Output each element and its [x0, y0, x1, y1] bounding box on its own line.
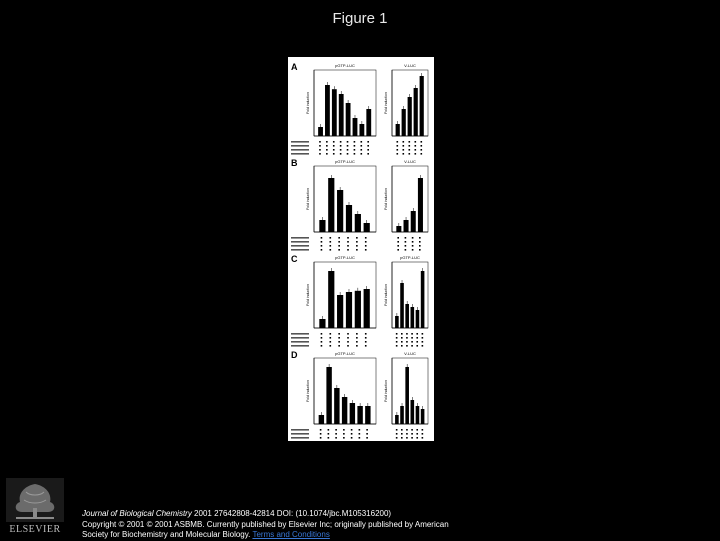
panel-letter: A — [291, 62, 298, 72]
bar — [396, 226, 401, 232]
treatment-mark — [406, 437, 408, 439]
treatment-mark — [405, 245, 407, 247]
treatment-mark — [347, 249, 349, 251]
treatment-mark — [321, 341, 323, 343]
bar — [364, 289, 370, 328]
bar — [326, 367, 331, 424]
bar — [416, 406, 420, 424]
treatment-label — [291, 437, 309, 439]
treatment-mark — [321, 241, 323, 243]
subplot-title: pGTP-LUC — [335, 255, 355, 260]
bar — [405, 304, 409, 328]
bar — [353, 118, 358, 136]
treatment-mark — [422, 333, 424, 335]
y-axis-label: Fold induction — [384, 188, 388, 210]
treatment-mark — [321, 249, 323, 251]
treatment-mark — [422, 345, 424, 347]
treatment-mark — [326, 153, 328, 155]
treatment-mark — [319, 153, 321, 155]
bar — [342, 397, 347, 424]
treatment-mark — [338, 345, 340, 347]
bar — [411, 400, 415, 424]
treatment-mark — [330, 333, 332, 335]
treatment-mark — [326, 145, 328, 147]
treatment-mark — [365, 249, 367, 251]
treatment-label — [291, 433, 309, 435]
treatment-mark — [401, 433, 403, 435]
treatment-mark — [422, 437, 424, 439]
treatment-mark — [403, 149, 405, 151]
treatment-mark — [347, 241, 349, 243]
treatment-mark — [354, 145, 356, 147]
y-axis-label: Fold induction — [384, 380, 388, 402]
treatment-mark — [333, 149, 335, 151]
treatment-mark — [354, 141, 356, 143]
treatment-mark — [396, 437, 398, 439]
bar — [366, 109, 371, 136]
treatment-mark — [421, 145, 423, 147]
treatment-mark — [405, 237, 407, 239]
treatment-mark — [365, 241, 367, 243]
treatment-mark — [419, 249, 421, 251]
bar — [405, 367, 409, 424]
treatment-mark — [343, 437, 345, 439]
treatment-mark — [343, 433, 345, 435]
treatment-mark — [321, 345, 323, 347]
treatment-mark — [396, 337, 398, 339]
treatment-mark — [421, 153, 423, 155]
treatment-mark — [419, 241, 421, 243]
treatment-mark — [415, 145, 417, 147]
treatment-mark — [320, 433, 322, 435]
treatment-mark — [359, 437, 361, 439]
y-axis-label: Fold induction — [384, 92, 388, 114]
panel-letter: D — [291, 350, 298, 360]
treatment-mark — [333, 145, 335, 147]
treatment-mark — [411, 341, 413, 343]
treatment-mark — [319, 141, 321, 143]
figure-image — [288, 57, 434, 441]
treatment-mark — [401, 345, 403, 347]
treatment-mark — [397, 153, 399, 155]
treatment-mark — [415, 141, 417, 143]
bar — [355, 291, 361, 328]
treatment-mark — [356, 341, 358, 343]
treatment-mark — [367, 141, 369, 143]
treatment-mark — [361, 149, 363, 151]
treatment-mark — [330, 249, 332, 251]
bar — [334, 388, 339, 424]
bar — [319, 415, 324, 424]
treatment-mark — [338, 337, 340, 339]
treatment-mark — [406, 341, 408, 343]
bar — [421, 271, 425, 328]
treatment-mark — [365, 337, 367, 339]
bar — [339, 94, 344, 136]
bar — [421, 409, 425, 424]
treatment-label — [291, 341, 309, 343]
treatment-mark — [319, 145, 321, 147]
treatment-mark — [401, 333, 403, 335]
bar — [346, 103, 351, 136]
treatment-mark — [367, 149, 369, 151]
treatment-mark — [409, 145, 411, 147]
treatment-mark — [397, 149, 399, 151]
treatment-mark — [365, 345, 367, 347]
treatment-label — [291, 241, 309, 243]
panel-letter: B — [291, 158, 298, 168]
treatment-mark — [396, 341, 398, 343]
treatment-mark — [356, 337, 358, 339]
bar — [411, 307, 415, 328]
y-axis-label: Fold induction — [306, 284, 310, 306]
subplot-title: pGTP-LUC — [335, 159, 355, 164]
treatment-mark — [340, 141, 342, 143]
treatment-mark — [411, 429, 413, 431]
treatment-mark — [328, 429, 330, 431]
treatment-mark — [416, 341, 418, 343]
treatment-mark — [338, 249, 340, 251]
treatment-mark — [321, 337, 323, 339]
treatment-mark — [361, 141, 363, 143]
treatment-mark — [321, 237, 323, 239]
bar — [328, 178, 334, 232]
treatment-mark — [354, 149, 356, 151]
treatment-mark — [365, 333, 367, 335]
treatment-mark — [367, 153, 369, 155]
bar — [395, 316, 399, 328]
bar — [337, 295, 343, 328]
treatment-mark — [409, 149, 411, 151]
treatment-mark — [319, 149, 321, 151]
treatment-label — [291, 249, 309, 251]
bar — [420, 76, 424, 136]
treatment-mark — [340, 153, 342, 155]
treatment-mark — [330, 245, 332, 247]
treatment-mark — [403, 153, 405, 155]
elsevier-logo — [6, 478, 64, 536]
bar — [328, 271, 334, 328]
treatment-mark — [326, 149, 328, 151]
bar — [414, 88, 418, 136]
treatment-mark — [347, 153, 349, 155]
treatment-label — [291, 149, 309, 151]
y-axis-label: Fold induction — [384, 284, 388, 306]
bar — [402, 109, 406, 136]
subplot-title: V-LUC — [404, 159, 416, 164]
bar — [346, 205, 352, 232]
treatment-mark — [335, 433, 337, 435]
treatment-mark — [396, 345, 398, 347]
treatment-mark — [422, 433, 424, 435]
treatment-mark — [320, 429, 322, 431]
treatment-mark — [396, 333, 398, 335]
treatment-mark — [397, 141, 399, 143]
treatment-mark — [401, 337, 403, 339]
citation-society: Society for Biochemistry and Molecular Biology. — [82, 530, 251, 539]
treatment-mark — [412, 237, 414, 239]
citation-line-2: Copyright © 2001 © 2001 ASBMB. Currently published by Elsevier Inc; originally published by American — [82, 519, 449, 529]
panel-letter: C — [291, 254, 298, 264]
treatment-mark — [421, 149, 423, 151]
terms-and-conditions-link[interactable]: Terms and Conditions — [252, 530, 330, 539]
treatment-mark — [397, 145, 399, 147]
treatment-mark — [330, 337, 332, 339]
treatment-mark — [330, 341, 332, 343]
treatment-mark — [405, 249, 407, 251]
treatment-mark — [409, 141, 411, 143]
treatment-mark — [356, 237, 358, 239]
treatment-mark — [365, 245, 367, 247]
treatment-mark — [397, 241, 399, 243]
treatment-mark — [367, 145, 369, 147]
treatment-label — [291, 245, 309, 247]
bar — [400, 283, 404, 328]
treatment-mark — [338, 341, 340, 343]
treatment-mark — [422, 341, 424, 343]
treatment-mark — [422, 429, 424, 431]
treatment-mark — [356, 241, 358, 243]
treatment-mark — [338, 245, 340, 247]
treatment-mark — [405, 241, 407, 243]
bar — [325, 85, 330, 136]
treatment-mark — [366, 437, 368, 439]
treatment-mark — [397, 237, 399, 239]
bar — [332, 89, 337, 136]
treatment-mark — [351, 433, 353, 435]
treatment-mark — [396, 433, 398, 435]
bar — [319, 220, 325, 232]
treatment-mark — [333, 141, 335, 143]
treatment-mark — [365, 341, 367, 343]
treatment-mark — [330, 241, 332, 243]
treatment-mark — [356, 249, 358, 251]
treatment-mark — [361, 153, 363, 155]
bar — [365, 406, 370, 424]
treatment-mark — [366, 433, 368, 435]
treatment-mark — [333, 153, 335, 155]
bar — [319, 319, 325, 328]
citation-block — [82, 509, 682, 541]
treatment-mark — [335, 437, 337, 439]
treatment-mark — [356, 333, 358, 335]
treatment-mark — [359, 433, 361, 435]
bar — [418, 178, 423, 232]
y-axis-label: Fold induction — [306, 92, 310, 114]
treatment-mark — [416, 337, 418, 339]
treatment-mark — [403, 141, 405, 143]
treatment-mark — [347, 149, 349, 151]
bar — [359, 124, 364, 136]
treatment-mark — [415, 149, 417, 151]
bar — [400, 406, 404, 424]
treatment-label — [291, 141, 309, 143]
treatment-mark — [406, 429, 408, 431]
treatment-mark — [328, 433, 330, 435]
treatment-mark — [347, 141, 349, 143]
bar — [416, 310, 420, 328]
subplot-title: V-LUC — [404, 351, 416, 356]
treatment-mark — [351, 429, 353, 431]
citation-line-1 — [82, 509, 682, 520]
elsevier-wordmark: ELSEVIER — [9, 524, 61, 535]
treatment-mark — [406, 345, 408, 347]
treatment-mark — [347, 341, 349, 343]
treatment-mark — [416, 429, 418, 431]
treatment-label — [291, 337, 309, 339]
treatment-mark — [330, 237, 332, 239]
treatment-mark — [347, 337, 349, 339]
treatment-mark — [338, 241, 340, 243]
treatment-mark — [338, 333, 340, 335]
treatment-mark — [326, 141, 328, 143]
slide-title: Figure 1 — [332, 10, 388, 27]
treatment-mark — [411, 337, 413, 339]
bar — [357, 406, 362, 424]
treatment-mark — [412, 241, 414, 243]
treatment-mark — [416, 433, 418, 435]
elsevier-tree-icon — [6, 478, 64, 522]
treatment-mark — [419, 237, 421, 239]
treatment-mark — [330, 345, 332, 347]
treatment-label — [291, 429, 309, 431]
treatment-mark — [320, 437, 322, 439]
treatment-mark — [412, 245, 414, 247]
treatment-mark — [415, 153, 417, 155]
bar — [364, 223, 370, 232]
subplot-title: pGTP-LUC — [400, 255, 420, 260]
treatment-mark — [354, 153, 356, 155]
treatment-mark — [343, 429, 345, 431]
treatment-mark — [347, 237, 349, 239]
treatment-mark — [338, 237, 340, 239]
treatment-mark — [422, 337, 424, 339]
figure-bar-charts — [288, 57, 434, 441]
treatment-label — [291, 153, 309, 155]
treatment-mark — [397, 249, 399, 251]
treatment-label — [291, 237, 309, 239]
bar — [395, 415, 399, 424]
treatment-label — [291, 345, 309, 347]
treatment-mark — [366, 429, 368, 431]
citation-doi: 2001 27642808-42814 DOI: (10.1074/jbc.M105316200) — [191, 509, 392, 518]
bar — [355, 214, 361, 232]
treatment-mark — [356, 345, 358, 347]
treatment-mark — [421, 141, 423, 143]
treatment-mark — [411, 333, 413, 335]
bar — [408, 97, 412, 136]
bar — [337, 190, 343, 232]
treatment-mark — [416, 345, 418, 347]
treatment-mark — [411, 433, 413, 435]
treatment-mark — [351, 437, 353, 439]
treatment-mark — [356, 245, 358, 247]
bar — [350, 403, 355, 424]
treatment-mark — [401, 341, 403, 343]
treatment-mark — [411, 437, 413, 439]
treatment-mark — [416, 437, 418, 439]
treatment-mark — [365, 237, 367, 239]
bar — [396, 124, 400, 136]
treatment-label — [291, 333, 309, 335]
treatment-mark — [321, 245, 323, 247]
treatment-mark — [409, 153, 411, 155]
treatment-mark — [406, 337, 408, 339]
treatment-mark — [335, 429, 337, 431]
bar — [404, 220, 409, 232]
treatment-mark — [347, 345, 349, 347]
treatment-mark — [406, 433, 408, 435]
treatment-label — [291, 145, 309, 147]
treatment-mark — [340, 149, 342, 151]
treatment-mark — [340, 145, 342, 147]
treatment-mark — [416, 333, 418, 335]
bar — [346, 292, 352, 328]
treatment-mark — [401, 429, 403, 431]
treatment-mark — [359, 429, 361, 431]
treatment-mark — [396, 429, 398, 431]
treatment-mark — [403, 145, 405, 147]
treatment-mark — [361, 145, 363, 147]
treatment-mark — [401, 437, 403, 439]
journal-name: Journal of Biological Chemistry — [82, 509, 192, 518]
citation-line-3 — [82, 530, 682, 541]
treatment-mark — [411, 345, 413, 347]
bar — [318, 127, 323, 136]
treatment-mark — [397, 245, 399, 247]
treatment-mark — [328, 437, 330, 439]
subplot-title: pGTP-LUC — [335, 351, 355, 356]
treatment-mark — [347, 245, 349, 247]
bar — [411, 211, 416, 232]
y-axis-label: Fold induction — [306, 188, 310, 210]
treatment-mark — [412, 249, 414, 251]
treatment-mark — [406, 333, 408, 335]
treatment-mark — [347, 145, 349, 147]
y-axis-label: Fold induction — [306, 380, 310, 402]
treatment-mark — [347, 333, 349, 335]
subplot-title: V-LUC — [404, 63, 416, 68]
treatment-mark — [321, 333, 323, 335]
treatment-mark — [419, 245, 421, 247]
subplot-title: pGTP-LUC — [335, 63, 355, 68]
